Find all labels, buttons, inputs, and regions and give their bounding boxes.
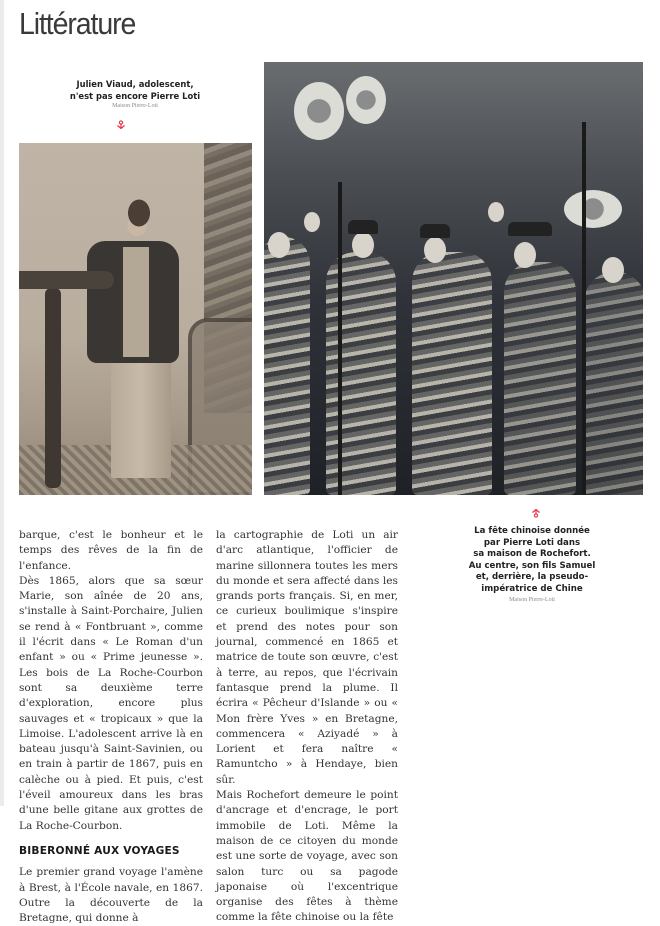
hat: [508, 222, 552, 236]
pole: [582, 122, 586, 495]
portrait-credit: Maison Pierre-Loti: [112, 103, 158, 109]
article-column-1: [19, 528, 203, 926]
portrait-caption-line: n'est pas encore Pierre Loti: [69, 90, 201, 101]
pole: [338, 182, 342, 495]
article-column-2: [216, 528, 398, 926]
party-caption: [458, 526, 606, 604]
page-edge: [0, 0, 4, 806]
face: [268, 232, 290, 258]
trousers: [111, 358, 171, 478]
portrait-photo: [19, 143, 252, 495]
anchor-icon: [116, 120, 126, 130]
face: [602, 257, 624, 283]
fan: [294, 82, 344, 140]
hat: [420, 224, 450, 238]
face: [424, 237, 446, 263]
paragraph: Dès 1865, alors que sa sœur Marie, son aînée de 20 ans, s'installe à Saint-Porchaire, Julien se rend à « Fontbruant », comme il l'écrit dans « Le Roman d'un enfant » ou « Prime jeunesse ». Les bois de La Roche-Courbon sont sa deuxième terre d'exploration, encore plus sauvages et « tropicaux » que la Limoise. L'adolescent arrive là en bateau jusqu'à Saint-Savinien, ou en train à partir de 1867, puis en calèche ou à pied. Et puis, c'est l'éveil amoureux dans les bras d'une belle gitane aux grottes de La Roche-Courbon.: [19, 574, 203, 832]
fan: [346, 76, 386, 124]
table-leg: [45, 288, 61, 488]
face: [304, 212, 320, 232]
table-top: [19, 271, 114, 289]
vest: [123, 247, 149, 357]
robe: [504, 262, 576, 495]
party-caption-line: Au centre, son fils Samuel: [468, 560, 596, 571]
fan: [564, 190, 622, 228]
party-photo: [264, 62, 643, 495]
party-caption-line: sa maison de Rochefort.: [473, 549, 591, 560]
face: [352, 232, 374, 258]
paragraph: Mais Rochefort demeure le point d'ancrage et d'encrage, le port immobile de Loti. Même la maison de ce citoyen du monde est une sorte de voyage, avec son salon turc ou sa pagode japonaise où l'excentrique organise des fêtes à thème comme la fête chinoise ou la fête: [216, 789, 398, 924]
party-credit: Maison Pierre-Loti: [509, 596, 555, 603]
portrait-caption-line: Julien Viaud, adolescent,: [76, 79, 194, 89]
robe: [584, 272, 643, 495]
section-title: Littérature: [19, 6, 136, 41]
portrait-caption: [60, 79, 210, 110]
face: [488, 202, 504, 222]
hat: [348, 220, 378, 234]
robe: [412, 252, 492, 495]
robe: [326, 252, 396, 495]
paragraph: Le premier grand voyage l'amène à Brest, à l'École navale, en 1867. Outre la découverte de la Bretagne, qui donne à: [19, 866, 203, 925]
subheading: BIBERONNÉ AUX VOYAGES: [19, 844, 180, 857]
party-caption-line: par Pierre Loti dans: [483, 537, 581, 548]
paragraph: la cartographie de Loti un air d'arc atlantique, l'officier de marine sillonnera toutes les mers du monde et sera affecté dans les grands ports français. Si, en mer, ce curieux boulimique s'inspire et prend des notes pour son journal, commencé en 1865 et matrice de toute son œuvre, c'est à terre, au repos, que l'écrivain fantasque prend la plume. Il écrira « Pêcheur d'Islande » ou « Mon frère Yves » en Bretagne, commencera « Aziyadé » à Lorient et fera naître « Ramuntcho » à Hendaye, bien sûr.: [216, 529, 398, 786]
anchor-icon: [531, 508, 541, 518]
party-caption-line: La fête chinoise donnée: [474, 526, 590, 536]
paragraph: barque, c'est le bonheur et le temps des rêves de la fin de l'enfance.: [19, 529, 203, 572]
party-caption-line: et, derrière, la pseudo-: [475, 572, 589, 583]
robe: [264, 237, 310, 495]
party-caption-line: impératrice de Chine: [481, 583, 583, 594]
face: [514, 242, 536, 268]
